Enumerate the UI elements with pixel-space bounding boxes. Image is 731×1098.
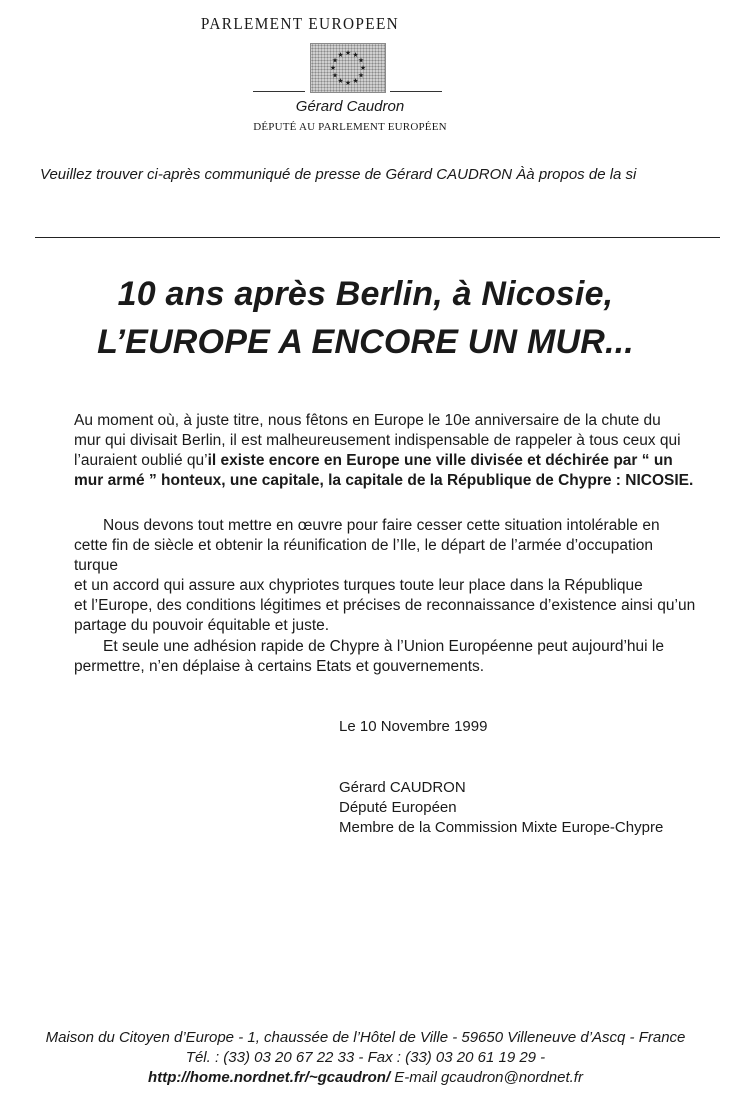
member-title: DÉPUTÉ AU PARLEMENT EUROPÉEN	[253, 121, 447, 133]
p1-line-3	[74, 451, 720, 471]
p2-line-6: partage du pouvoir équitable et juste.	[74, 617, 330, 634]
p1-line-4	[74, 471, 720, 491]
svg-text:★: ★	[344, 49, 352, 57]
eu-stars-icon	[311, 44, 385, 92]
p2-line-5: et l’Europe, des conditions légitimes et précises de reconnaissance d’existence ainsi qu’un	[74, 597, 696, 614]
p1-line-4-bold: mur armé ” honteux, une capitale, la capitale de la République de Chypre : NICOSIE.	[74, 472, 694, 489]
svg-text:★: ★	[357, 71, 365, 80]
institution-name: PARLEMENT EUROPEEN	[200, 14, 400, 33]
p1-line-3-plain: l’auraient oublié qu’	[74, 452, 208, 469]
headline-line-1: 10 ans après Berlin, à Nicosie,	[117, 275, 614, 313]
svg-text:★: ★	[357, 56, 365, 65]
svg-text:★: ★	[331, 56, 339, 65]
p3-line-2: permettre, n’en déplaise à certains Etats et gouvernements.	[74, 658, 485, 675]
footer-url: http://home.nordnet.fr/~gcaudron/	[148, 1069, 391, 1086]
svg-text:★: ★	[352, 77, 359, 85]
divider-rule	[35, 237, 720, 238]
p3-line-1: Et seule une adhésion rapide de Chypre à l’Union Européenne peut aujourd’hui le	[103, 638, 664, 655]
svg-text:★: ★	[329, 64, 337, 72]
footer-contact	[0, 1069, 731, 1086]
signature-block	[339, 778, 663, 838]
paragraph-3	[74, 637, 720, 677]
letter-date: Le 10 Novembre 1999	[339, 718, 488, 735]
signature-role: Député Européen	[339, 799, 457, 816]
p1-line-2: mur qui divisait Berlin, il est malheureusement indispensable de rappeler à tous ceux qui	[74, 432, 681, 449]
svg-text:★: ★	[337, 77, 344, 85]
footer-phone: Tél. : (33) 03 20 67 22 33 - Fax : (33) 03 20 61 19 29 -	[185, 1049, 546, 1066]
p2-line-2: cette fin de siècle et obtenir la réunification de l’Ile, le départ de l’armée d’occupation	[74, 537, 654, 554]
footer-address: Maison du Citoyen d’Europe - 1, chaussée de l’Hôtel de Ville - 59650 Villeneuve d’Ascq - France	[45, 1029, 686, 1046]
p2-line-3: turque	[74, 557, 118, 574]
p2-line-1: Nous devons tout mettre en œuvre pour faire cesser cette situation intolérable en	[103, 517, 660, 534]
signature-commission: Membre de la Commission Mixte Europe-Chypre	[339, 819, 664, 836]
paragraph-2	[74, 516, 720, 636]
svg-text:★: ★	[344, 79, 352, 87]
p2-line-4: et un accord qui assure aux chypriotes turques toute leur place dans la République	[74, 577, 643, 594]
p1-line-1: Au moment où, à juste titre, nous fêtons en Europe le 10e anniversaire de la chute du	[74, 412, 661, 429]
eu-flag-icon	[310, 43, 386, 93]
intro-line: Veuillez trouver ci-après communiqué de presse de Gérard CAUDRON Àà propos de la si	[40, 166, 637, 183]
svg-text:★: ★	[331, 71, 339, 80]
signature-name: Gérard CAUDRON	[339, 779, 466, 796]
svg-text:★: ★	[337, 51, 344, 59]
p1-line-3-bold: il existe encore en Europe une ville divisée et déchirée par “ un	[207, 452, 673, 469]
flag-rule-right	[390, 91, 442, 92]
member-name: Gérard Caudron	[295, 98, 405, 115]
footer-email: E-mail gcaudron@nordnet.fr	[394, 1069, 583, 1086]
paragraph-1	[74, 411, 720, 491]
svg-text:★: ★	[359, 64, 367, 72]
svg-text:★: ★	[352, 51, 359, 59]
headline-line-2: L’EUROPE A ENCORE UN MUR...	[97, 323, 634, 361]
flag-rule-left	[253, 91, 305, 92]
